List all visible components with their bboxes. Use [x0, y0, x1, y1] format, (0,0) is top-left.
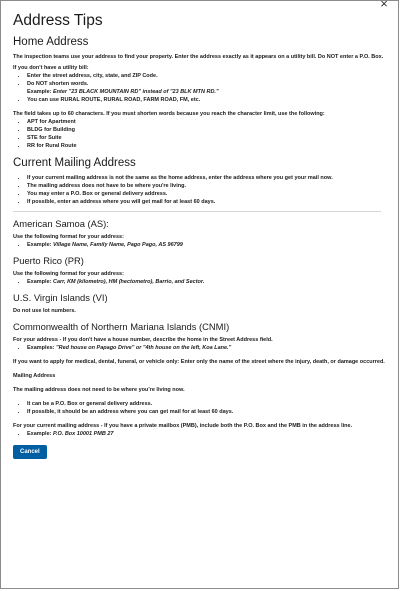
- cnmi-medical-text: If you want to apply for medical, dental, funeral, or vehicle only: Enter only the name of the street where the injury, death, or damage occurred.: [13, 359, 385, 365]
- cancel-button[interactable]: Cancel: [13, 445, 47, 459]
- cnmi-intro: For your address - If you don't have a house number, describe the home in the Street Address field.: [13, 337, 273, 343]
- cnmi-pmb-text: For your current mailing address - If you have a private mailbox (PMB), include both the P.O. Box and the PMB in the address line.: [13, 423, 353, 429]
- abbreviation-list: [13, 118, 389, 150]
- pr-format-label: Use the following format for your address:: [13, 271, 124, 277]
- vi-text: Do not use lot numbers.: [13, 308, 76, 314]
- home-address-heading: Home Address: [13, 36, 89, 48]
- list-item: • BLDG for Building: [27, 126, 389, 134]
- list-item: • You can use RURAL ROUTE, RURAL ROAD, FARM ROAD, FM, etc.: [27, 96, 389, 104]
- list-item: • Example: Carr, KM (kilometro), HM (hectometro), Barrio, and Sector.: [27, 278, 389, 286]
- list-item: • Example: P.O. Box 10001 PMB 27: [27, 430, 389, 438]
- list-item: • Example: Village Name, Family Name, Pago Pago, AS 96799: [27, 241, 389, 249]
- list-item: Example: Enter "23 BLACK MOUNTAIN RD" instead of "23 BLK MTN RD.": [27, 89, 219, 95]
- list-item: • RR for Rural Route: [27, 142, 389, 150]
- mailing-address-heading: Current Mailing Address: [13, 157, 136, 169]
- character-limit-text: The field takes up to 60 characters. If you must shorten words because you reach the character limit, use the following:: [13, 111, 325, 117]
- list-item: • Enter the street address, city, state, and ZIP Code.: [27, 72, 389, 80]
- puerto-rico-heading: Puerto Rico (PR): [13, 255, 84, 266]
- cnmi-mailing-heading: Mailing Address: [13, 373, 56, 379]
- close-icon[interactable]: ×: [380, 0, 388, 11]
- dialog-content: [13, 11, 389, 459]
- home-intro: The inspection teams use your address to find your property. Enter the address exactly as it appears on a utility bill. Do NOT enter a P.O. Box.: [13, 54, 384, 60]
- list-item: • It can be a P.O. Box or general delivery address.: [27, 400, 389, 408]
- list-item: • The mailing address does not have to be where you're living.: [27, 182, 389, 190]
- samoa-format-label: Use the following format for your address:: [13, 234, 124, 240]
- list-item: • STE for Suite: [27, 134, 389, 142]
- list-item: • If possible, it should be an address where you can get mail for at least 60 days.: [27, 408, 389, 416]
- american-samoa-heading: American Samoa (AS):: [13, 218, 109, 229]
- home-bullets: [13, 72, 389, 104]
- virgin-islands-heading: U.S. Virgin Islands (VI): [13, 292, 108, 303]
- divider: [13, 211, 381, 212]
- list-item: • Examples: "Red house on Papago Drive" or "4th house on the left, Koa Lane.": [27, 344, 389, 352]
- list-item: • You may enter a P.O. Box or general delivery address.: [27, 190, 389, 198]
- list-item: • If possible, enter an address where you will get mail for at least 60 days.: [27, 198, 389, 206]
- dialog-title: Address Tips: [13, 12, 103, 29]
- cnmi-mailing-text: The mailing address does not need to be where you're living now.: [13, 387, 185, 393]
- list-item: • Do NOT shorten words. Example: Enter "23 BLACK MOUNTAIN RD" instead of "23 BLK MTN RD.": [27, 80, 389, 96]
- cnmi-heading: Commonwealth of Northern Mariana Islands (CNMI): [13, 321, 230, 332]
- list-item: • If your current mailing address is not the same as the home address, enter the address where you get your mail now.: [27, 174, 389, 182]
- mailing-bullets: [13, 174, 389, 206]
- no-bill-label: If you don't have a utility bill:: [13, 65, 89, 71]
- list-item: • APT for Apartment: [27, 118, 389, 126]
